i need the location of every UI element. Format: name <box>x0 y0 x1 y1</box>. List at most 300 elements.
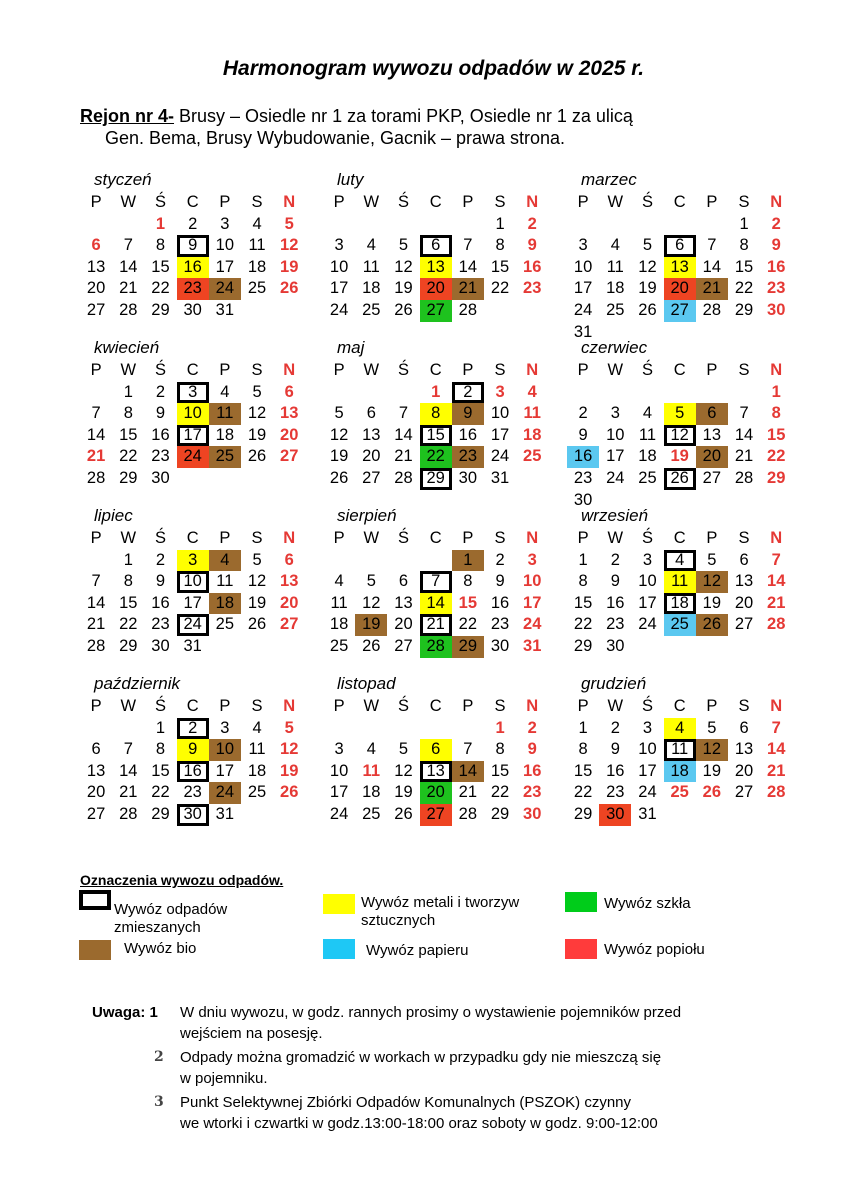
day-cell: 20 <box>696 446 728 468</box>
day-cell: 18 <box>606 279 625 298</box>
day-cell: 19 <box>247 425 267 444</box>
day-cell: 26 <box>702 783 722 802</box>
day-cell: 6 <box>366 404 376 423</box>
day-cell: 7 <box>123 740 133 759</box>
day-cell: 4 <box>527 382 537 401</box>
day-cell: 26 <box>394 804 413 823</box>
month-days-grid <box>323 696 548 826</box>
day-cell: 15 <box>151 257 170 276</box>
day-cell: 7 <box>398 404 409 423</box>
empty-cell <box>599 214 631 236</box>
day-cell: 16 <box>767 257 786 276</box>
day-cell: 5 <box>398 236 409 255</box>
day-cell: 12 <box>638 257 657 276</box>
day-cell: 2 <box>610 550 620 569</box>
weekday-header: P <box>577 193 589 211</box>
empty-cell <box>452 718 484 740</box>
day-cell: 5 <box>252 382 262 401</box>
weekday-header: S <box>494 361 506 379</box>
day-cell: 1 <box>123 382 133 401</box>
day-cell: 28 <box>458 804 478 823</box>
day-cell: 21 <box>767 761 786 780</box>
day-cell: 4 <box>366 740 376 759</box>
day-cell: 12 <box>394 257 413 276</box>
day-cell: 12 <box>362 593 381 612</box>
day-cell: 11 <box>362 257 380 276</box>
day-cell: 11 <box>248 740 266 759</box>
empty-cell <box>80 382 112 404</box>
day-cell: 23 <box>490 615 510 634</box>
day-cell: 21 <box>86 615 106 634</box>
day-cell: 28 <box>767 783 786 802</box>
empty-cell <box>323 718 355 740</box>
day-cell: 19 <box>702 761 722 780</box>
day-cell: 20 <box>420 278 452 300</box>
day-cell: 5 <box>664 403 696 425</box>
day-cell: 7 <box>463 236 473 255</box>
day-cell: 16 <box>606 761 625 780</box>
empty-cell <box>664 382 696 404</box>
day-cell: 7 <box>420 571 452 593</box>
day-cell: 27 <box>734 615 754 634</box>
day-cell: 23 <box>151 447 170 466</box>
weekday-header: C <box>186 193 199 211</box>
day-cell: 30 <box>767 300 786 319</box>
day-cell: 1 <box>431 382 441 401</box>
day-cell: 10 <box>177 571 209 593</box>
day-cell: 22 <box>490 783 510 802</box>
day-cell: 16 <box>458 425 478 444</box>
empty-cell <box>323 214 355 236</box>
weekday-header: W <box>363 193 380 211</box>
day-cell: 1 <box>771 382 781 401</box>
day-cell: 17 <box>490 425 510 444</box>
day-cell: 1 <box>739 214 749 233</box>
day-cell: 18 <box>329 615 349 634</box>
day-cell: 29 <box>490 804 510 823</box>
day-cell: 25 <box>247 783 267 802</box>
month-kwiecien <box>80 338 305 490</box>
day-cell: 1 <box>578 550 588 569</box>
day-cell: 22 <box>734 279 754 298</box>
day-cell: 10 <box>329 257 349 276</box>
day-cell: 13 <box>362 425 381 444</box>
day-cell: 23 <box>767 279 786 298</box>
day-cell: 12 <box>394 761 413 780</box>
legend-label-mixed: Wywóz odpadów zmieszanych <box>114 901 228 936</box>
day-cell: 13 <box>702 425 722 444</box>
legend-label-bio: Wywóz bio <box>124 940 197 957</box>
day-cell: 11 <box>664 739 696 761</box>
empty-cell <box>599 382 631 404</box>
day-cell: 11 <box>638 425 657 444</box>
day-cell: 5 <box>284 718 294 737</box>
day-cell: 29 <box>119 468 138 487</box>
day-cell: 7 <box>739 404 749 423</box>
day-cell: 7 <box>463 740 473 759</box>
note-3-line1: Punkt Selektywnej Zbiórki Odpadów Komunalnych (PSZOK) czynny <box>180 1094 632 1111</box>
day-cell: 4 <box>642 404 653 423</box>
day-cell: 10 <box>209 739 241 761</box>
day-cell: 31 <box>638 804 657 823</box>
day-cell: 6 <box>91 740 101 759</box>
day-cell: 28 <box>734 468 754 487</box>
day-cell: 1 <box>155 214 166 233</box>
day-cell: 16 <box>523 257 542 276</box>
month-days-grid <box>323 528 548 658</box>
day-cell: 7 <box>707 236 717 255</box>
page-title: Harmonogram wywozu odpadów w 2025 r. <box>222 57 645 80</box>
month-czerwiec <box>567 338 792 511</box>
day-cell: 18 <box>523 425 542 444</box>
day-cell: 8 <box>739 236 749 255</box>
day-cell: 26 <box>247 447 267 466</box>
weekday-header: Ś <box>397 361 409 379</box>
day-cell: 8 <box>578 572 588 591</box>
day-cell: 18 <box>664 761 696 783</box>
weekday-header: P <box>90 361 102 379</box>
day-cell: 30 <box>151 468 170 487</box>
legend-label-metal: Wywóz metali i tworzyw sztucznych <box>361 894 520 929</box>
month-listopad <box>323 674 548 826</box>
day-cell: 5 <box>398 740 409 759</box>
weekday-header: Ś <box>641 361 653 379</box>
note-3-line2: we wtorki i czwartki w godz.13:00-18:00 oraz soboty w godz. 9:00-12:00 <box>180 1115 658 1132</box>
month-grudzien <box>567 674 792 826</box>
day-cell: 29 <box>420 468 452 490</box>
day-cell: 3 <box>334 740 344 759</box>
day-cell: 17 <box>638 593 657 612</box>
empty-cell <box>355 550 387 572</box>
day-cell: 2 <box>495 550 505 569</box>
weekday-header: W <box>363 697 380 715</box>
day-cell: 6 <box>696 403 728 425</box>
month-marzec <box>567 170 792 343</box>
day-cell: 14 <box>119 761 138 780</box>
weekday-header: W <box>363 361 380 379</box>
day-cell: 3 <box>610 404 620 423</box>
day-cell: 16 <box>523 761 542 780</box>
day-cell: 3 <box>642 550 653 569</box>
day-cell: 5 <box>642 236 653 255</box>
weekday-header: W <box>607 697 624 715</box>
weekday-header: Ś <box>154 697 166 715</box>
day-cell: 25 <box>638 468 657 487</box>
day-cell: 17 <box>183 593 202 612</box>
day-cell: 16 <box>177 761 209 783</box>
empty-cell <box>567 214 599 236</box>
day-cell: 2 <box>771 214 781 233</box>
day-cell: 8 <box>495 236 505 255</box>
day-cell: 23 <box>151 615 170 634</box>
day-cell: 28 <box>702 300 722 319</box>
legend-title: Oznaczenia wywozu odpadów. <box>80 872 284 888</box>
weekday-header: W <box>120 361 137 379</box>
day-cell: 5 <box>707 718 717 737</box>
day-cell: 21 <box>394 447 413 466</box>
month-days-grid <box>567 192 792 343</box>
note-1-line2: wejściem na posesję. <box>180 1025 323 1042</box>
day-cell: 20 <box>664 278 696 300</box>
day-cell: 20 <box>420 782 452 804</box>
month-name: marzec <box>581 170 637 189</box>
day-cell: 3 <box>527 550 537 569</box>
legend-label-glass: Wywóz szkła <box>604 895 691 912</box>
day-cell: 23 <box>606 783 625 802</box>
weekday-header: P <box>333 361 345 379</box>
day-cell: 21 <box>86 447 106 466</box>
empty-cell <box>420 718 452 740</box>
day-cell: 12 <box>247 572 267 591</box>
day-cell: 27 <box>420 804 452 826</box>
day-cell: 21 <box>734 447 754 466</box>
day-cell: 27 <box>394 636 413 655</box>
weekday-header: W <box>120 529 137 547</box>
weekday-header: P <box>462 697 474 715</box>
weekday-header: P <box>219 361 231 379</box>
day-cell: 14 <box>119 257 138 276</box>
day-cell: 30 <box>177 804 209 826</box>
weekday-header: Ś <box>397 193 409 211</box>
day-cell: 25 <box>362 300 381 319</box>
note-3 <box>92 1092 681 1134</box>
weekday-header: N <box>526 697 539 715</box>
weekday-header: P <box>90 193 102 211</box>
weekday-header: S <box>738 193 750 211</box>
month-name: grudzień <box>581 674 647 693</box>
day-cell: 10 <box>329 761 349 780</box>
weekday-header: Ś <box>154 529 166 547</box>
month-days-grid <box>323 360 548 490</box>
weekday-header: N <box>283 697 296 715</box>
day-cell: 30 <box>573 490 593 509</box>
empty-cell <box>80 718 112 740</box>
region-label: Rejon nr 4- <box>80 106 175 126</box>
day-cell: 14 <box>86 425 106 444</box>
day-cell: 26 <box>664 468 696 490</box>
day-cell: 3 <box>177 382 209 404</box>
weekday-header: N <box>283 529 296 547</box>
day-cell: 28 <box>119 300 138 319</box>
day-cell: 26 <box>280 279 299 298</box>
day-cell: 4 <box>664 550 696 572</box>
day-cell: 12 <box>664 425 696 447</box>
day-cell: 17 <box>573 279 593 298</box>
day-cell: 18 <box>209 593 241 615</box>
day-cell: 12 <box>280 740 299 759</box>
day-cell: 11 <box>330 593 348 612</box>
weekday-header: P <box>333 697 345 715</box>
month-lipiec <box>80 506 305 658</box>
day-cell: 6 <box>91 236 101 255</box>
day-cell: 22 <box>151 279 170 298</box>
day-cell: 22 <box>119 615 138 634</box>
legend-swatch-bio <box>79 940 111 960</box>
weekday-header: S <box>738 529 750 547</box>
day-cell: 22 <box>151 783 170 802</box>
day-cell: 2 <box>527 718 537 737</box>
day-cell: 27 <box>702 468 722 487</box>
day-cell: 8 <box>123 404 133 423</box>
day-cell: 13 <box>280 404 299 423</box>
month-days-grid <box>80 192 305 322</box>
day-cell: 10 <box>490 404 510 423</box>
day-cell: 3 <box>177 550 209 572</box>
day-cell: 9 <box>527 740 537 759</box>
empty-cell <box>323 550 355 572</box>
day-cell: 2 <box>578 404 588 423</box>
day-cell: 11 <box>606 257 624 276</box>
day-cell: 29 <box>151 804 170 823</box>
day-cell: 4 <box>252 718 262 737</box>
day-cell: 27 <box>664 300 696 322</box>
day-cell: 3 <box>334 236 344 255</box>
day-cell: 18 <box>362 783 381 802</box>
weekday-header: P <box>577 529 589 547</box>
empty-cell <box>80 550 112 572</box>
day-cell: 15 <box>490 257 510 276</box>
weekday-header: P <box>706 697 718 715</box>
day-cell: 9 <box>155 572 166 591</box>
day-cell: 1 <box>452 550 484 572</box>
day-cell: 18 <box>247 257 267 276</box>
day-cell: 2 <box>177 718 209 740</box>
empty-cell <box>112 214 144 236</box>
weekday-header: C <box>673 193 686 211</box>
weekday-header: P <box>90 529 102 547</box>
day-cell: 20 <box>86 279 106 298</box>
month-days-grid <box>80 528 305 658</box>
day-cell: 29 <box>734 300 754 319</box>
empty-cell <box>631 382 663 404</box>
empty-cell <box>696 382 728 404</box>
day-cell: 29 <box>119 636 138 655</box>
weekday-header: N <box>526 193 539 211</box>
legend-label-paper: Wywóz papieru <box>366 942 469 959</box>
day-cell: 10 <box>573 257 593 276</box>
day-cell: 6 <box>420 235 452 257</box>
day-cell: 5 <box>284 214 294 233</box>
day-cell: 24 <box>329 300 349 319</box>
day-cell: 25 <box>329 636 349 655</box>
day-cell: 14 <box>394 425 413 444</box>
day-cell: 13 <box>280 572 299 591</box>
day-cell: 4 <box>209 550 241 572</box>
day-cell: 22 <box>573 615 593 634</box>
day-cell: 14 <box>734 425 754 444</box>
day-cell: 19 <box>394 279 413 298</box>
empty-cell <box>728 382 760 404</box>
day-cell: 15 <box>573 593 593 612</box>
day-cell: 13 <box>734 740 754 759</box>
day-cell: 17 <box>329 783 349 802</box>
day-cell: 24 <box>209 782 241 804</box>
empty-cell <box>112 718 144 740</box>
empty-cell <box>452 214 484 236</box>
day-cell: 20 <box>362 447 381 466</box>
day-cell: 30 <box>458 468 478 487</box>
day-cell: 5 <box>252 550 262 569</box>
day-cell: 13 <box>664 257 696 279</box>
day-cell: 14 <box>458 257 478 276</box>
day-cell: 15 <box>734 257 754 276</box>
day-cell: 19 <box>394 783 413 802</box>
day-cell: 17 <box>177 425 209 447</box>
day-cell: 30 <box>606 636 625 655</box>
day-cell: 28 <box>458 300 478 319</box>
weekday-header: S <box>494 697 506 715</box>
day-cell: 16 <box>567 446 599 468</box>
month-days-grid <box>80 360 305 490</box>
day-cell: 18 <box>215 425 235 444</box>
day-cell: 17 <box>523 593 542 612</box>
month-name: lipiec <box>94 506 133 525</box>
weekday-header: N <box>283 193 296 211</box>
month-days-grid <box>567 528 792 658</box>
day-cell: 12 <box>280 236 299 255</box>
day-cell: 25 <box>362 804 381 823</box>
day-cell: 4 <box>220 382 230 401</box>
day-cell: 25 <box>209 446 241 468</box>
day-cell: 20 <box>394 615 413 634</box>
day-cell: 24 <box>606 468 625 487</box>
region-description <box>80 105 633 149</box>
weekday-header: N <box>770 697 783 715</box>
day-cell: 30 <box>599 804 631 826</box>
month-sierpien <box>323 506 548 658</box>
day-cell: 8 <box>155 740 166 759</box>
day-cell: 31 <box>215 300 235 319</box>
day-cell: 11 <box>248 236 266 255</box>
weekday-header: Ś <box>641 193 653 211</box>
day-cell: 16 <box>606 593 625 612</box>
day-cell: 13 <box>86 257 106 276</box>
weekday-header: N <box>283 361 296 379</box>
day-cell: 24 <box>638 615 657 634</box>
day-cell: 3 <box>578 236 588 255</box>
month-name: styczeń <box>94 170 152 189</box>
weekday-header: S <box>251 361 263 379</box>
day-cell: 28 <box>767 615 786 634</box>
weekday-header: N <box>770 361 783 379</box>
region-line1: Brusy – Osiedle nr 1 za torami PKP, Osiedle nr 1 za ulicą <box>174 106 633 126</box>
day-cell: 10 <box>638 740 657 759</box>
day-cell: 4 <box>252 214 262 233</box>
day-cell: 2 <box>155 550 166 569</box>
day-cell: 21 <box>420 614 452 636</box>
day-cell: 24 <box>523 615 542 634</box>
day-cell: 26 <box>247 615 267 634</box>
day-cell: 25 <box>606 300 625 319</box>
day-cell: 9 <box>495 572 505 591</box>
day-cell: 4 <box>334 572 344 591</box>
day-cell: 27 <box>280 447 299 466</box>
day-cell: 27 <box>734 783 754 802</box>
day-cell: 25 <box>670 783 689 802</box>
day-cell: 7 <box>123 236 133 255</box>
day-cell: 17 <box>215 761 235 780</box>
day-cell: 2 <box>527 214 537 233</box>
weekday-header: S <box>494 193 506 211</box>
weekday-header: P <box>90 697 102 715</box>
day-cell: 24 <box>573 300 593 319</box>
day-cell: 29 <box>573 804 593 823</box>
day-cell: 25 <box>215 615 235 634</box>
day-cell: 6 <box>420 739 452 761</box>
legend-swatch-glass <box>565 892 597 912</box>
day-cell: 9 <box>771 236 781 255</box>
empty-cell <box>80 214 112 236</box>
